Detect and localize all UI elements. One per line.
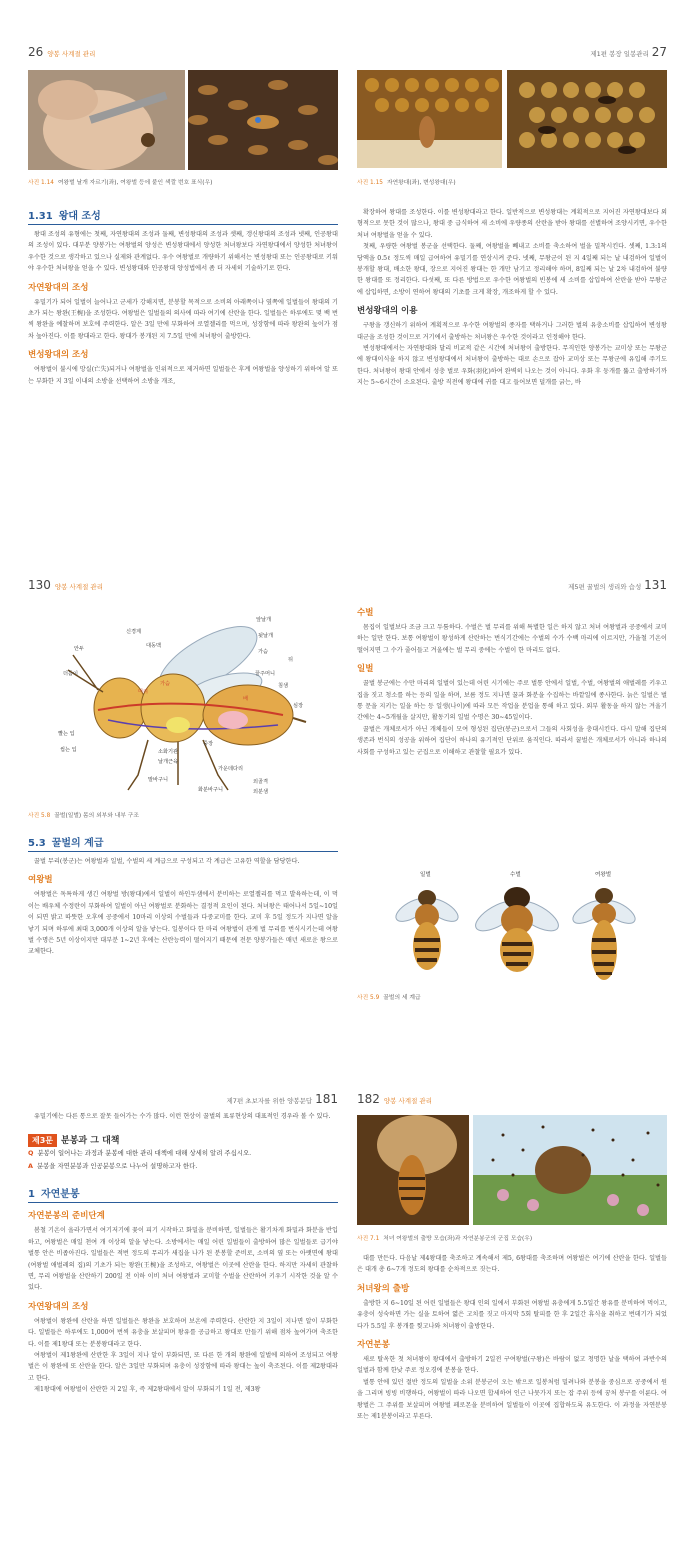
bee-label-worker: 일벌 [420, 872, 431, 878]
answer [28, 1160, 338, 1173]
paragraph: 유밀기가 되어 일벌이 늘어나고 군세가 강해지면, 분봉할 목적으로 소비의 아래쪽이나 옆쪽에 일벌들이 왕대의 기초가 되는 왕완(王椀)을 조성한다. 여왕벌은 일벌들의 의사에 따라 여기에 산란을 한다. 일벌들은 하루에도 몇 백 번씩 왕완을 예찰하며 보호에 주력한다. 알은 3일 만에 부화하여 로열젤리를 먹으며, 성장함에 따라 왕완의 높이가 점차 높아진다. 이를 왕대라고 한다. 왕대가 봉개된 지 7.5일 만에 처녀왕이 출방한다. [28, 298, 338, 340]
paragraph: 꿀벌은 개체로서가 아닌 개체들이 모여 형성된 집단(봉군)으로서 그들의 사회성을 충대시킨다. 다시 말해 집단의 생존과 번식의 성공을 위하여 집단이 하나의 유기적인 단위로 움직인다. 따라서 꿀벌은 개체로서가 아니라 하나의 사회를 구성하고 있는 군집으로 이해하고 관찰할 필요가 있다. [357, 725, 667, 756]
photo-swarm-cluster [473, 1115, 667, 1225]
diagram-label: 대동맥 [146, 643, 162, 649]
paragraph: 새로 탈옥한 첫 처녀왕이 왕대에서 출방하기 2일전 구여왕벌(구왕)은 바람이 없고 청명한 날을 택하여 과반수의 일벌과 함께 한낮 주로 정오경에 분봉을 한다. [357, 1356, 667, 1375]
photo-caption [357, 177, 456, 186]
caption-text: 꿀벌의 세 계급 [383, 995, 421, 1001]
diagram-label: 신경계 [126, 629, 142, 635]
paragraph: 유밀기에는 다른 통으로 잘못 들어가는 수가 많다. 이런 현상이 꿀벌의 표류현상의 대표적인 경우라 볼 수 있다. [34, 1113, 331, 1120]
anatomy-illustration [28, 600, 338, 800]
caption-text: 자연왕대(좌), 변성왕대(우) [386, 180, 456, 186]
paragraph: 첫째, 우량한 여왕벌 봉군을 선택한다. 둘째, 여왕벌을 빼내고 소비를 축소하여 벌을 밀착시킨다. 셋째, 1.3:1의 당액을 0.5ℓ 정도씩 매일 급여하여 유밀기를 연상시켜 준다. 넷째, 무왕군이 된 지 4일째 되는 날 내검하여 일벌이 봉개할 왕대, 배소한 왕대, 장으로 지어진 왕대는 한 개만 남기고 정리해야 하며, 8일째 되는 날 2차 내검하여 불량한 왕대를 또 정리한다. 다섯째, 또 다른 방법으로 우수한 여왕벌의 빈봉에 새 소비를 삽입하여 산란을 받아 무왕군에 삽입하면, 소방이 연하여 왕대의 기초를 크게 확장, 개조하게 할 수 있다. [357, 243, 667, 296]
section-number: 5.3 [28, 838, 46, 849]
a-mark: A [28, 1162, 33, 1171]
bee-anatomy-diagram [28, 600, 338, 800]
diagram-label: 외분샘 [253, 789, 269, 795]
paragraph: 봄철 기온이 올라가면서 여기저기에 꽃이 피기 시작하고 화밀을 분비하면, 일벌들은 활기차게 화밀과 화분을 반입하고, 여왕벌은 매일 천여 개 이상의 알을 낳는다. 소방에서는 매일 어린 일벌들이 출방하여 많은 일벌들로 급기야 벌통 안은 비좁아진다. 일벌들은 적번 정도의 무리가 새집을 나가 된 분봉할 준비로, 소비의 옆 또는 아랫면에 왕대(여왕벌 애벌레의 집)의 기초가 되는 왕완(王椀)을 조성하고, 여왕벌은 이곳에 산란을 한다. 하지만 자세히 관찰하면, 무리 여왕벌을 산란하기 200일 전 이하 이비 처녀 여왕벌과 교미할 수벌을 산란하여 키우기 시작한 것을 알 수 있다. [28, 1227, 338, 1292]
diagram-label: 씹는 입 [60, 747, 77, 753]
section-number: 1 [28, 1189, 35, 1201]
page-number: 27 [651, 45, 667, 59]
caption-label: 사진 5.9 [357, 995, 380, 1001]
section-heading [28, 1185, 338, 1203]
caption-label: 사진 7.1 [357, 1236, 380, 1242]
page-header [28, 45, 95, 59]
text-column [357, 207, 667, 389]
bee-label-drone: 수벌 [510, 872, 521, 878]
paragraph: 벌통 안에 있던 절반 정도의 일벌을 소위 분봉군이 오는 밖으로 일봉처럼 밀려나와 분봉을 중심으로 공중에서 원을 그리며 빙빙 비행하다, 여왕벌이 따라 나오면 합세하여 인근 나뭇가지 또는 잡 주위 등에 꿍처 봉구를 이룬다. 여왕벌은 그 주위를 보살피며 여왕벌 페로몬을 분비하여 일벌들이 이곳에 집합하도록 유도한다. 이 과정을 자연분봉 또는 제1분봉이라고 부른다. [357, 1378, 667, 1421]
paragraph: 확장하여 왕대를 조성한다. 이를 변성왕대라고 한다. 일반적으로 변성왕대는 계획적으로 지어진 자연왕대보다 외형적으로 못한 것이 많으나, 왕대 중 급식하여 새 소비에 우량종의 산란을 받아 왕대를 선별하여 조양시키면, 우수한 처녀 여왕벌을 얻을 수 있다. [357, 209, 667, 239]
paragraph: 출방한 지 6~10일 된 어린 일벌들은 왕대 인의 일에서 부화된 여왕벌 유충에게 5.5일간 왕유를 분비하여 먹이고, 유충이 성숙하면 가는 실을 토하여 엷은 고치를 짓고 마지막 5회 탈피를 한 후 2일간 휴식을 취하고 번데기가 되었다가 5.5일 후 봉개를 찢고나와 처녀왕이 출방한다. [357, 1299, 667, 1330]
diagram-label: 심장 [293, 703, 304, 709]
page-number: 26 [28, 45, 44, 59]
subheading: 일벌 [357, 664, 374, 675]
diagram-label: 더듬이 [63, 671, 79, 677]
paragraph: 대를 만든다. 다음날 제4왕대를 축조하고 계속해서 제5, 6왕대를 축조하며 여왕벌은 여기에 산란을 한다. 일벌들은 대개 총 6~7개 정도의 왕대를 순차적으로 짓는다. [357, 1255, 667, 1274]
qa-heading [28, 1128, 338, 1147]
running-head: 제7편 초보자를 위한 양봉문답 [226, 1097, 313, 1105]
running-head: 제5편 꿀벌의 생리와 습성 [568, 583, 642, 591]
diagram-label: 날개근육 [158, 759, 179, 765]
section-title: 자연분봉 [40, 1189, 80, 1201]
diagram-label: 뒤 [288, 657, 294, 663]
drone-bee [471, 887, 563, 972]
paragraph: 꿀벌 봉군에는 수만 마리의 일벌이 있는데 어린 시기에는 주로 벌통 안에서 일벌, 수벌, 여왕벌의 애벌레를 키우고 집을 짓고 청소를 하는 등의 일을 하며, 보름 정도 지나면 꿀과 화분을 수집하는 바깥일에 종사한다. 늙은 일벌은 벌통 문을 지키는 일을 하는 등 일생(나이)에 따라 모든 작업을 분업을 통해 하고 있다. 외부 활동을 하지 않는 겨울기간에는 4~5개월을 살지만, 활동기의 일벌 수명은 30~45일이다. [357, 680, 667, 722]
diagram-label: 꿀주머니 [255, 671, 276, 677]
photo-emergency-queen-cell [507, 70, 667, 168]
diagram-label: 말바구니 [148, 777, 169, 783]
paragraph: 왕대 조성의 유형에는 첫째, 자연왕대의 조성과 둘째, 변성왕대의 조성과 셋째, 갱신왕대의 조성과 넷째, 인공왕대의 조성이 있다. 대부분 양봉가는 여왕벌의 양성은 변성왕대에서 양성한 처녀왕보다 자연왕대에서 양성한 처녀왕이 우수한 것으로 생각하고 있으나 실제와 관계없다. 우수 여왕벌로 개량하기 위해서는 변성왕대 또는 인공왕대로 키워야 우수한 처녀왕을 얻을 수 있다. 변성왕대와 인공왕대 양성법에서 좀 더 자세히 기술하기로 한다. [28, 231, 338, 273]
diagram-label: 화분바구니 [198, 787, 224, 793]
running-head: 제1편 봉장 일봉관리 [590, 50, 649, 58]
photo-caption [357, 992, 421, 1001]
question [28, 1147, 338, 1160]
bee-castes-figure [387, 870, 647, 982]
question-badge: 제3문 [28, 1134, 57, 1147]
spread-2 [0, 572, 690, 1012]
diagram-label: 뒷날개 [258, 633, 274, 639]
subheading: 여왕벌 [28, 875, 53, 886]
page-number: 181 [315, 1092, 338, 1106]
bee-castes-illustration [387, 880, 647, 984]
photo-virgin-queen-emerging [357, 1115, 469, 1225]
paragraph: 구왕을 갱신하기 위하여 계획적으로 우수한 여왕벌의 종자를 택하거나 그러한 벌의 유충소비를 삽입하여 변성왕대군을 조성한 것이므로 거기에서 출방하는 처녀왕은 우수한 것이라고 인정해야 한다. [357, 322, 667, 341]
section-title: 꿀벌의 계급 [51, 838, 104, 849]
photo-marked-queen [188, 70, 338, 170]
diagram-label: 가슴 [258, 649, 269, 655]
subheading: 자연왕대의 조성 [28, 1301, 89, 1312]
subheading: 변성왕대의 조성 [28, 350, 89, 361]
diagram-label: 침샘 [278, 683, 289, 689]
running-head: 양봉 사계절 관리 [54, 583, 103, 591]
text-column [28, 1111, 338, 1396]
photo-caption [28, 177, 212, 186]
diagram-label: 가슴 [160, 681, 171, 687]
bee-label-queen: 여왕벌 [595, 872, 612, 878]
diagram-label: 앞날개 [256, 617, 272, 623]
subheading: 자연분봉의 준비단계 [28, 1211, 105, 1222]
diagram-label: 가운데다리 [218, 766, 244, 772]
subheading: 변성왕대의 이용 [357, 306, 418, 317]
section-number: 1.31 [28, 211, 53, 222]
page-number: 130 [28, 578, 51, 592]
page-header [357, 1092, 432, 1106]
section-heading [28, 834, 338, 852]
question-title: 분봉과 그 대책 [61, 1136, 120, 1147]
paragraph: 여왕벌이 불시에 망실(亡失)되거나 여왕벌을 인위적으로 제거하면 일벌들은 후계 여왕벌을 양성하기 위하여 알 또는 부화한 지 3일 이내의 소방을 선택하여 소방을 개조, [28, 366, 338, 385]
page-header [357, 578, 667, 592]
queen-bee [569, 888, 638, 980]
text-column [28, 207, 338, 387]
subheading: 자연분봉 [357, 1340, 390, 1351]
paragraph: 여왕벌이 왕완에 산란을 하면 일벌들은 왕완을 보호하며 보온에 주력한다. 산란한 지 3일이 지나면 알이 부화한다. 일벌들은 하루에도 1,000여 번씩 유충을 보살피며 왕유를 공급하고 왕대로 만들기 위해 점차 높여가며 축조한다. 이를 제1왕대 또는 분봉왕대라고 한다. [28, 1317, 338, 1348]
diagram-label: 외골격 [253, 779, 269, 785]
page-header [28, 578, 103, 592]
page-number: 131 [644, 578, 667, 592]
photo-wing-clipping [28, 70, 185, 170]
photo-caption [357, 1233, 532, 1242]
paragraph: 제1왕대에 여왕벌이 산란한 지 2일 후, 즉 제2왕대에서 알이 부화되기 1일 전, 제3왕 [34, 1386, 261, 1394]
diagram-label: 빨는 입 [58, 731, 75, 737]
spread-1 [0, 0, 690, 385]
photo-caption [28, 810, 139, 819]
section-title: 왕대 조성 [58, 211, 101, 222]
paragraph: 여왕벌은 독특하게 생긴 여왕벌 방(왕대)에서 일벌이 하인두샘에서 분비하는 로열젤리를 먹고 발육하는데, 이 먹이는 배우체 수정란이 부화하여 일벌이 아닌 여왕벌로 분화하는 결정적 요인이 된다. 처녀왕은 태어나서 5일~10일이 되면 밝고 따뜻한 오후에 공중에서 10마리 이상의 수벌들과 다중교미를 한다. 교미 후 5일 정도가 지나면 알을 낳기 되며 하루에 최대 3,000개 이상의 알을 낳는다. 일봉이다 한 마리 여왕벌이 관계 벌 무리를 번식시키는데 여왕벌 수명은 5년 이상이지만 대부분 1~2년 후에는 산란능력이 떨어지기 때문에 전문 양봉가들은 매년 새로운 왕으로 교체한다. [28, 891, 338, 956]
spread-3 [0, 1087, 690, 1565]
page-header [28, 1092, 338, 1106]
caption-text: 꿀벌(일벌) 몸의 외부와 내부 구조 [54, 813, 139, 819]
diagram-label: 배 [243, 696, 249, 702]
page-header [357, 45, 667, 59]
section-heading [28, 207, 338, 225]
worker-bee [392, 890, 461, 970]
page-number: 182 [357, 1092, 380, 1106]
answer-text: 분봉을 자연분봉과 인공분봉으로 나누어 설명하고자 한다. [36, 1162, 198, 1171]
q-mark: Q [28, 1149, 34, 1158]
diagram-label: 중장 [203, 741, 214, 747]
caption-text: 여왕벌 날개 자르기(좌), 여왕벌 등에 붙인 색깔 번호 표식(우) [57, 180, 213, 186]
diagram-label: 소화기관 [158, 749, 179, 755]
subheading: 처녀왕의 출방 [357, 1283, 410, 1294]
subheading: 자연왕대의 조성 [28, 282, 89, 293]
subheading: 수벌 [357, 608, 374, 618]
caption-label: 사진 1.14 [28, 180, 54, 186]
photo-natural-queen-cell [357, 70, 502, 168]
diagram-label: 머리 [138, 689, 149, 695]
diagram-label: 안두 [74, 646, 85, 652]
running-head: 양봉 사계절 관리 [383, 1097, 432, 1105]
text-column [357, 1253, 667, 1422]
paragraph: 몸집이 일벌보다 조금 크고 두툼하다. 수벌은 벌 무리를 위해 특별한 일은 하지 않고 처녀 여왕벌과 공중에서 교미하는 일만 한다. 보통 여왕벌이 왕성하게 산란하는 번식기간에는 수벌의 수가 수백 마리에 이르지만, 가을철 기온이 떨어지면 그 수가 줄어들고 겨울에는 벌 무리 중에는 수벌이 한 마리도 없다. [357, 624, 667, 654]
question-text: 분봉이 일어나는 과정과 분봉에 대한 관리 대책에 대해 상세히 알려 주십시오. [37, 1149, 252, 1158]
paragraph: 변성왕대에서는 자연왕대와 달리 비교적 같은 시간에 처녀왕이 출방한다. 무직인한 양봉가는 교미상 또는 무왕군에 왕대이식을 하지 않고 변성왕대에서 처녀왕이 출방하는 대로 손으로 잡아 교미상 또는 무왕군에 유입해 주기도 한다. 처녀왕이 왕대 안에서 성충 벌로 우화(羽化)하여 완벽히 나오는 것이 아니다. 우화 후 둥개를 뚫고 출방하기까지는 5~6시간이 소요된다. 출방 직전에 왕대에 귀를 대고 들어보면 덜개를 긁는, 바 [357, 345, 667, 387]
paragraph: 꿀벌 무리(봉군)는 여왕벌과 일벌, 수벌의 세 계급으로 구성되고 각 계급은 고유한 역할을 담당한다. [34, 858, 300, 865]
caption-label: 사진 5.8 [28, 813, 51, 819]
paragraph: 여왕벌이 제1왕완에 산란한 후 3일이 지나 알이 부화되면, 또 다른 한 개의 왕완에 일벌에 의하여 조성되고 여왕벌은 이 왕완에 또 산란을 한다. 알은 3일만 부화되며 유충이 성장함에 따라 왕대는 높이 축조된다. 이를 제2왕대라고 한다. [28, 1352, 338, 1382]
text-column [357, 600, 667, 758]
caption-label: 사진 1.15 [357, 180, 383, 186]
running-head: 양봉 사계절 관리 [47, 50, 96, 58]
caption-text: 처녀 여왕벌의 출방 모습(좌)과 자연분봉군의 군집 모습(우) [383, 1236, 533, 1242]
text-column [28, 834, 338, 958]
